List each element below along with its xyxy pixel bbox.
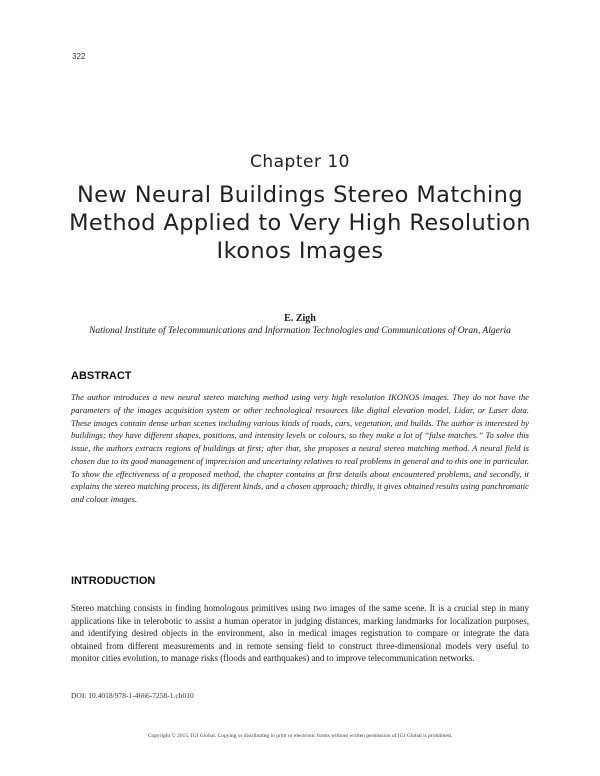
copyright-notice: Copyright © 2015, IGI Global. Copying or distributing in print or electronic forms without written permission of IGI Global is prohibited. [147, 733, 453, 739]
chapter-title: New Neural Buildings Stereo Matching Method Applied to Very High Resolution Ikonos Images [69, 182, 531, 264]
chapter-label: Chapter 10 [249, 152, 350, 172]
abstract-heading: ABSTRACT [71, 370, 132, 382]
introduction-text: Stereo matching consists in finding homologous primitives using two images of the same scene. It is a crucial step in many applications like in telerobotic to assist a human operator in judging distances, marking landmarks for localization purposes, and identifying desired objects in the environment, also in medical images registration to compare or integrate the data obtained from different measurements and in remote sensing field to construct three-dimensional models very useful to monitor cities evolution, to manage risks (floods and earthquakes) and to improve telecommunication networks. [71, 603, 529, 663]
page-number: 322 [72, 52, 86, 61]
author-affiliation: National Institute of Telecommunications and Information Technologies and Communications of Oran, Algeria [89, 326, 511, 336]
introduction-heading: INTRODUCTION [71, 575, 156, 587]
doi: DOI: 10.4018/978-1-4666-7258-1.ch010 [71, 691, 194, 700]
abstract-text: The author introduces a new neural stereo matching method using very high resolution IKONOS images. They do not have the parameters of the images acquisition system or other technological resources like digital elevation model, Lidar, or Laser data. These images contain dense urban scenes including various kinds of roads, cars, vegetation, and builds. The author is interested by buildings; they have different shapes, positions, and intensity levels or colours, so they make a lot of “false matches.” To solve this issue, the authors extracts regions of buildings at first; after that, she proposes a neural stereo matching method. A neural field is chosen due to its good management of imprecision and uncertainty relatives to real problems in general and to this one in particular. To show the effectiveness of a proposed method, the chapter contains at first details about encountered problems, and secondly, it explains the stereo matching process, its different kinds, and a chosen approach; thirdly, it gives obtained results using panchromatic and colour images. [71, 392, 529, 504]
author-name: E. Zigh [284, 313, 316, 324]
